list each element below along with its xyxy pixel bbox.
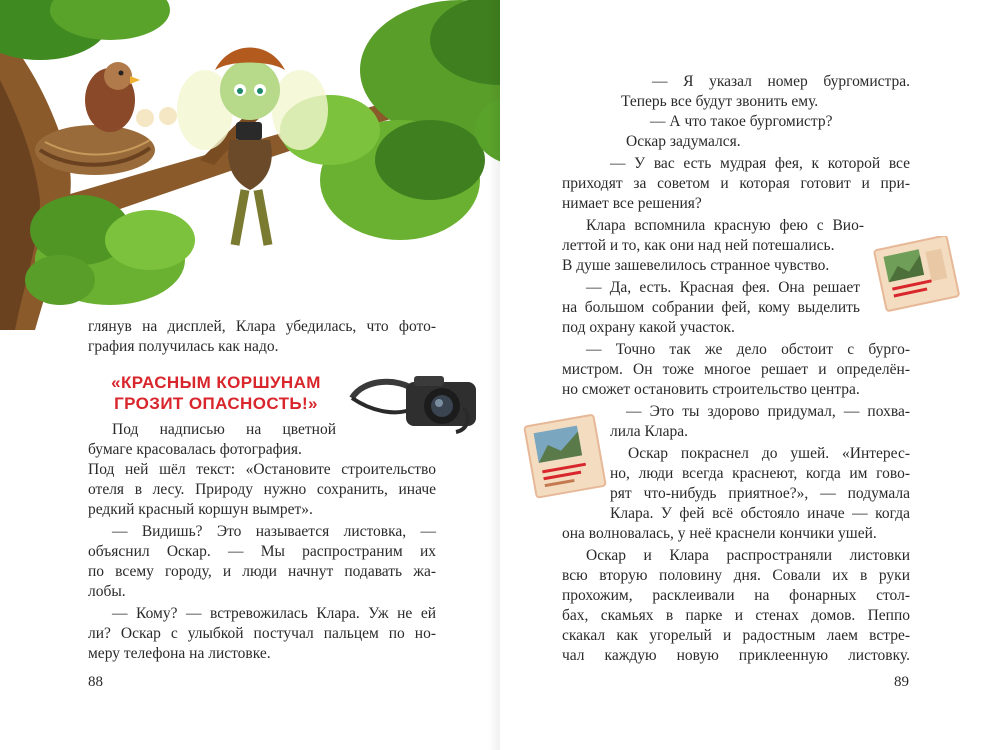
right-text-line: лила Клара.	[610, 423, 688, 440]
right-text-line: но, люди всегда краснеют, когда им гово-	[610, 465, 910, 482]
flyer-icon	[870, 236, 966, 314]
left-text-line: по всему городу, и люди начнут подавать жа-	[88, 563, 436, 580]
right-text-line: В душе зашевелилось странное чувство.	[562, 257, 830, 274]
right-text-line: всю вторую половину дня. Совали их в руки	[562, 567, 910, 584]
flyer-heading-line: ГРОЗИТ ОПАСНОСТЬ!»	[114, 394, 318, 413]
right-text-line: но сможет остановить строительство центра.	[562, 381, 860, 398]
right-text-line: — Точно так же дело обстоит с бурго-	[586, 341, 910, 358]
left-text-line: лобы.	[88, 583, 126, 600]
right-text-line: чал каждую новую приклеенную листовку.	[562, 647, 910, 664]
right-text-line: она волновалась, у неё краснели кончики ушей.	[562, 525, 877, 542]
left-text-line: меру телефона на листовке.	[88, 645, 271, 662]
right-text-line: Клара вспомнила красную фею с Вио-	[586, 217, 864, 234]
page-number-left: 88	[88, 674, 103, 690]
left-text-line: — Кому? — встревожилась Клара. Уж не ей	[112, 605, 436, 622]
left-text-line: объяснил Оскар. — Мы распространим их	[88, 543, 436, 560]
right-text-line: мистром. Он тоже многое решает и определён-	[562, 361, 910, 378]
left-text-line: Под надписью на цветной	[112, 421, 336, 438]
camera-icon	[344, 368, 484, 438]
right-text-line: Оскар покраснел до ушей. «Интерес-	[628, 445, 910, 462]
left-text-line: редкий красный коршун вымрет».	[88, 501, 313, 518]
left-text-line: — Видишь? Это называется листовка, —	[112, 523, 436, 540]
right-text-line: бах, скамьях в парке и стенах домов. Пеппо	[562, 607, 910, 624]
right-text-line: — У вас есть мудрая фея, к которой все	[610, 155, 910, 172]
right-text-line: — Я указал номер бургомистра.	[652, 73, 910, 90]
left-text-line: глянув на дисплей, Клара убедилась, что фото-	[88, 318, 436, 335]
flyer-heading-line: «КРАСНЫМ КОРШУНАМ	[111, 373, 321, 392]
right-text-line: Оскар задумался.	[626, 133, 741, 150]
right-text-line: Клара. У фей всё обстояло иначе — когда	[610, 505, 910, 522]
left-text-line: бумаге красовалась фотография.	[88, 441, 302, 458]
left-text-line: графия получилась как надо.	[88, 338, 279, 355]
right-text-line: Оскар и Клара распространяли листовки	[586, 547, 910, 564]
left-text-line: ли? Оскар с улыбкой постучал пальцем по но-	[88, 625, 436, 642]
page-number-right: 89	[894, 674, 909, 690]
right-text-line: под охрану какой участок.	[562, 319, 735, 336]
right-text-line: рят что-нибудь приятное?», — подумала	[610, 485, 910, 502]
right-text-line: прохожим, расклеивали на фонарных стол-	[562, 587, 910, 604]
right-text-line: — А что такое бургомистр?	[650, 113, 833, 130]
flyer-icon	[520, 412, 612, 500]
right-text-line: — Это ты здорово придумал, — похва-	[626, 403, 910, 420]
right-text-line: — Да, есть. Красная фея. Она решает	[586, 279, 860, 296]
right-text-line: приходят за советом и которая готовит и при-	[562, 175, 910, 192]
flyer-heading	[96, 372, 336, 414]
left-text-line: Под ней шёл текст: «Остановите строительство	[88, 461, 436, 478]
right-text-line: нимает все решения?	[562, 195, 702, 212]
right-page	[500, 0, 1000, 750]
right-text-line: скакал как угорелый и радостным лаем встре-	[562, 627, 910, 644]
right-text-line: леттой и то, как они над ней потешались.	[562, 237, 835, 254]
right-text-line: Теперь все будут звонить ему.	[621, 93, 819, 110]
right-text-line: на большом собрании фей, кому выделить	[562, 299, 860, 316]
left-text-line: отеля в лесу. Природу нужно сохранить, иначе	[88, 481, 436, 498]
